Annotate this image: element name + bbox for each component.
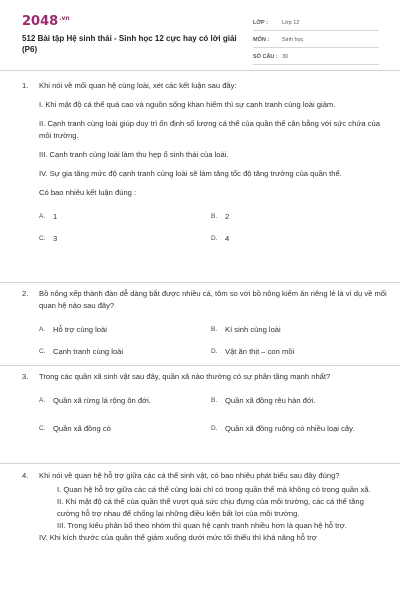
question-stem: Bồ nông xếp thành đàn dễ dàng bắt được nhiều cá, tôm so với bồ nông kiếm ăn riêng lẻ là ví dụ về mối quan hệ nào sau đây? <box>39 289 387 310</box>
option-text: Quần xã đồng rêu hàn đới. <box>225 396 316 405</box>
option-a[interactable] <box>39 206 211 228</box>
statement: I. Khi mật độ cá thể quá cao và nguồn sống khan hiếm thì sự cạnh tranh cùng loài giảm. <box>39 100 336 109</box>
option-text: 4 <box>225 234 230 243</box>
option-letter: B. <box>211 326 218 333</box>
question-stem: Khi nói về mối quan hệ cùng loài, xét các kết luận sau đây: <box>39 81 237 90</box>
divider <box>0 463 400 464</box>
option-a[interactable] <box>39 319 211 341</box>
option-letter: D. <box>211 348 218 355</box>
site-logo[interactable] <box>22 14 70 29</box>
question-stem: Trong các quần xã sinh vật sau đây, quần xã nào thường có sự phân tầng mạnh nhất? <box>39 372 331 381</box>
statement: II. Cạnh tranh cùng loài giúp duy trì ổn định số lượng cá thể của quần thể cân bằng với sức chứa của môi trường. <box>39 119 380 140</box>
meta-value: Sinh học <box>282 36 304 43</box>
question-3 <box>22 371 387 446</box>
meta-row-count <box>253 49 379 65</box>
statement: III. Cạnh tranh cùng loài làm thu hẹp ổ sinh thái của loài. <box>39 150 229 159</box>
option-letter: C. <box>39 425 46 432</box>
meta-panel <box>253 15 379 66</box>
meta-row-class <box>253 15 379 31</box>
question-number: 3. <box>22 372 29 381</box>
option-text: Hỗ trợ cùng loài <box>53 325 107 334</box>
option-d[interactable] <box>211 341 383 363</box>
meta-row-subject <box>253 32 379 48</box>
option-letter: A. <box>39 213 46 220</box>
option-letter: D. <box>211 235 218 242</box>
meta-key: SỐ CÂU : <box>253 53 278 60</box>
option-b[interactable] <box>211 390 383 412</box>
option-text: Vật ăn thịt – con mồi <box>225 347 295 356</box>
question-1 <box>22 80 387 250</box>
option-d[interactable] <box>211 228 383 250</box>
option-letter: D. <box>211 425 218 432</box>
meta-value: 30 <box>282 53 289 60</box>
divider <box>0 282 400 283</box>
option-letter: A. <box>39 326 46 333</box>
options <box>39 390 387 446</box>
divider <box>0 70 400 71</box>
option-d[interactable] <box>211 412 383 446</box>
question-2 <box>22 288 387 363</box>
option-b[interactable] <box>211 319 383 341</box>
meta-key: MÔN : <box>253 36 270 43</box>
question-prompt: Có bao nhiêu kết luận đúng : <box>39 188 137 197</box>
statement: I. Quan hệ hỗ trợ giữa các cá thể cùng loài chỉ có trong quần thể mà không có trong quần xã. <box>57 485 371 494</box>
question-stem: Khi nói về quan hệ hỗ trợ giữa các cá thể sinh vật, có bao nhiêu phát biểu sau đây đúng? <box>39 471 340 480</box>
question-number: 4. <box>22 471 29 480</box>
option-text: 1 <box>53 212 58 221</box>
option-text: 2 <box>225 212 230 221</box>
question-number: 1. <box>22 81 29 90</box>
option-text: Quần xã đồng ruộng có nhiều loại cây. <box>225 424 355 433</box>
question-4 <box>22 470 387 544</box>
statement: III. Trong kiểu phân bố theo nhóm thì quan hệ cạnh tranh nhiều hơn là quan hệ hỗ trợ. <box>57 521 347 530</box>
option-letter: C. <box>39 348 46 355</box>
option-text: Quần xã đồng cỏ <box>53 424 111 433</box>
statement: II. Khi mật độ cá thể của quần thể vượt quá sức chịu đựng của môi trường, các cá thể tăng cường hỗ trợ nhau để chống lại những điều kiện bất lợi của môi trường. <box>57 497 364 518</box>
meta-key: LỚP : <box>253 19 268 26</box>
statement: IV. Sự gia tăng mức độ cạnh tranh cùng loài sẽ làm tăng tốc độ tăng trưởng của quần thể. <box>39 169 342 178</box>
options <box>39 319 387 363</box>
option-letter: B. <box>211 213 218 220</box>
logo-suffix: .vn <box>59 14 70 22</box>
option-letter: B. <box>211 397 218 404</box>
logo-text: 2048 <box>22 14 59 29</box>
statement: IV. Khi kích thước của quần thể giảm xuống dưới mức tối thiểu thì khả năng hỗ trợ <box>39 533 317 542</box>
meta-value: Lớp 12 <box>282 19 300 26</box>
option-a[interactable] <box>39 390 211 412</box>
option-c[interactable] <box>39 228 211 250</box>
option-c[interactable] <box>39 341 211 363</box>
options <box>39 206 387 250</box>
option-text: Kí sinh cùng loài <box>225 325 281 334</box>
option-text: Quần xã rừng lá rộng ôn đới. <box>53 396 151 405</box>
option-b[interactable] <box>211 206 383 228</box>
question-number: 2. <box>22 289 29 298</box>
divider <box>0 365 400 366</box>
header <box>0 0 400 68</box>
document-title: 512 Bài tập Hệ sinh thái - Sinh học 12 cực hay có lời giải (P6) <box>22 34 237 54</box>
option-text: Cạnh tranh cùng loài <box>53 347 124 356</box>
option-letter: C. <box>39 235 46 242</box>
option-text: 3 <box>53 234 58 243</box>
option-c[interactable] <box>39 412 211 446</box>
option-letter: A. <box>39 397 46 404</box>
